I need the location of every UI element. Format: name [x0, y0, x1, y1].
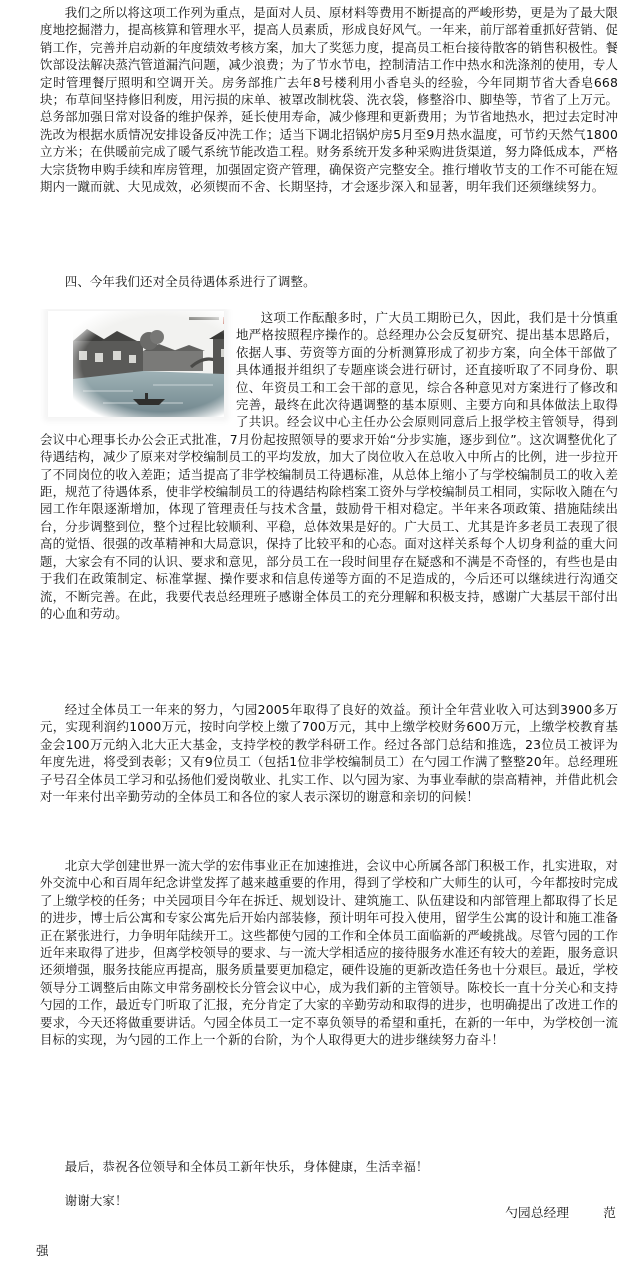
- paragraph-cost-control: 我们之所以将这项工作列为重点，是面对人员、原材料等费用不断提高的严峻形势，更是为了最大限度地挖掘潜力，提高核算和管理水平，提高人员素质，形成良好风气。一年来，前厅部着重抓好营销、促销工作，完善并启动新的年度绩效考核方案，加大了奖惩力度，提高员工柜台接待散客的销售积极性。餐饮部设法解决蒸汽管道漏汽问题，减少浪费；为了节水节电，控制清洁工作中热水和洗涤剂的使用，专人定时管理餐厅照明和空调开关。房务部推广去年8号楼利用小香皂头的经验，今年同期节省大香皂668块；布草间坚持修旧利废，用污损的床单、被罩改制枕袋、洗衣袋，修整浴巾、脚垫等，节省了上万元。总务部加强日常对设备的维护保养，延长使用寿命，减少修理和更新费用；为节省地热水，把过去定时冲洗改为根据水质情况安排设备反冲洗工作；适当下调北招锅炉房5月至9月热水温度，可节约天然气1800立方米；在供暖前完成了暖气系统节能改造工程。财务系统开发多种采购进货渠道，努力降低成本，严格大宗货物申购手续和库房管理，加强固定资产管理，确保资产完整安全。推行增收节支的工作不可能在短期内一蹴而就、大见成效，必须锲而不舍、长期坚持，才会逐步深入和显著，明年我们还须继续努力。: [40, 5, 618, 195]
- paragraph-salary-adjustment: [40, 309, 618, 701]
- signature-line: [505, 1202, 616, 1221]
- paragraph-gap: [40, 259, 618, 273]
- signature-name-first: 范: [603, 1205, 616, 1220]
- signature-title: 勺园总经理: [505, 1205, 570, 1220]
- paragraph-gap: [40, 1144, 618, 1158]
- water-town-painting: [48, 311, 224, 417]
- paragraph-outlook: 北京大学创建世界一流大学的宏伟事业正在加速推进，会议中心所属各部门积极工作，扎实进取，对外交流中心和百周年纪念讲堂发挥了越来越重要的作用，得到了学校和广大师生的认可，今年都按时完成了上缴学校的任务；中关园项目今年在拆迁、规划设计、建筑施工、队伍建设和内部管理上都取得了长足的进步，博士后公寓和专家公寓先后开始内部装修，预计明年可投入使用，留学生公寓的设计和施工准备正在紧张进行，力争明年陆续开工。这些都使勺园的工作和全体员工面临新的严峻挑战。尽管勺园的工作近年来取得了进步，但离学校领导的要求、与一流大学相适应的接待服务水准还有较大的差距，服务意识还须增强，服务技能应再提高，服务质量要更加稳定，硬件设施的更新改造任务也十分艰巨。最近，学校领导分工调整后由陈文申常务副校长分管会议中心，成为我们新的主管领导。陈校长一直十分关心和支持勺园的工作，最近专门听取了汇报，充分肯定了大家的辛勤劳动和取得的进步，也明确提出了改进工作的要求，今天还将做重要讲话。勺园全体员工一定不辜负领导的希望和重托，在新的一年中，为学校创一流目标的实现，为勺园的工作上一个新的台阶，为个人取得更大的进步继续努力奋斗！: [40, 858, 618, 1048]
- paragraph-gap: [40, 295, 618, 309]
- signature-name-second: 强: [36, 1243, 49, 1258]
- paragraph-gap: [40, 1178, 618, 1192]
- paragraph-salary-adjustment-text: 这项工作酝酿多时，广大员工期盼已久，因此，我们是十分慎重地严格按照程序操作的。总经理办公会反复研究、提出基本思路后，依据人事、劳资等方面的分析测算形成了初步方案，向全体干部做了具体通报并组织了专题座谈会进行研讨，还直接听取了不同身份、职位、年资员工和工会干部的意见，综合各种意见对方案进行了修改和完善，最终在此次待遇调整的基本原则、主要方向和具体做法上取得了共识。经会议中心主任办公会原则同意后上报学校主管领导，得到会议中心理事长办公会正式批准，7月份起按照领导的要求开始“分步实施，逐步到位”。这次调整优化了待遇结构，减少了原来对学校编制员工的平均发放，加大了岗位收入在总收入中所占的比例，进一步拉开了不同岗位的收入差距；适当提高了非学校编制员工待遇标准，从总体上缩小了与学校编制员工的收入差距，规范了待遇体系，使非学校编制员工的待遇结构除档案工资外与学校编制员工相同，实际收入随在勺园工作年限逐渐增加，体现了管理责任与技术含量，鼓励骨干相对稳定。半年来各项政策、措施陆续出台，分步调整到位，整个过程比较顺利、平稳，总体效果是好的。广大员工、尤其是许多老员工表现了很高的觉悟、很强的改革精神和大局意识，保持了比较平和的心态。面对这样关系每个人切身利益的重大问题，大家会有不同的认识、要求和意见，部分员工在一段时间里存在疑惑和不满是不奇怪的，有些也是由于我们在政策制定、标准掌握、操作要求和信息传递等方面的不足造成的，今后还可以继续进行沟通交流，不断完善。在此，我要代表总经理班子感谢全体员工的充分理解和积极支持，感谢广大基层干部付出的心血和劳动。: [40, 310, 618, 621]
- section-heading-salary-adjustment: 四、今年我们还对全员待遇体系进行了调整。: [64, 274, 316, 289]
- paragraph-annual-results: 经过全体员工一年来的努力，勺园2005年取得了良好的效益。预计全年营业收入可达到3900多万元，实现利润约1000万元，按时向学校上缴了700万元，其中上缴学校财务600万元，上缴学校教育基金会100万元纳入北大正大基金，支持学校的教学科研工作。经过各部门总结和推选，23位员工被评为年度先进，将受到表彰；又有9位员工（包括1位非学校编制员工）在勺园工作满了整整20年。总经理班子号召全体员工学习和弘扬他们爱岗敬业、扎实工作、以勺园为家、为事业奉献的崇高精神，并借此机会对一年来付出辛勤劳动的全体员工和各位的家人表示深切的谢意和亲切的问候！: [40, 702, 618, 805]
- closing-wishes: 最后，恭祝各位领导和全体员工新年快乐，身体健康，生活幸福！: [64, 1159, 429, 1174]
- closing-thanks: 谢谢大家！: [64, 1193, 128, 1208]
- painting-illustration: [73, 311, 224, 417]
